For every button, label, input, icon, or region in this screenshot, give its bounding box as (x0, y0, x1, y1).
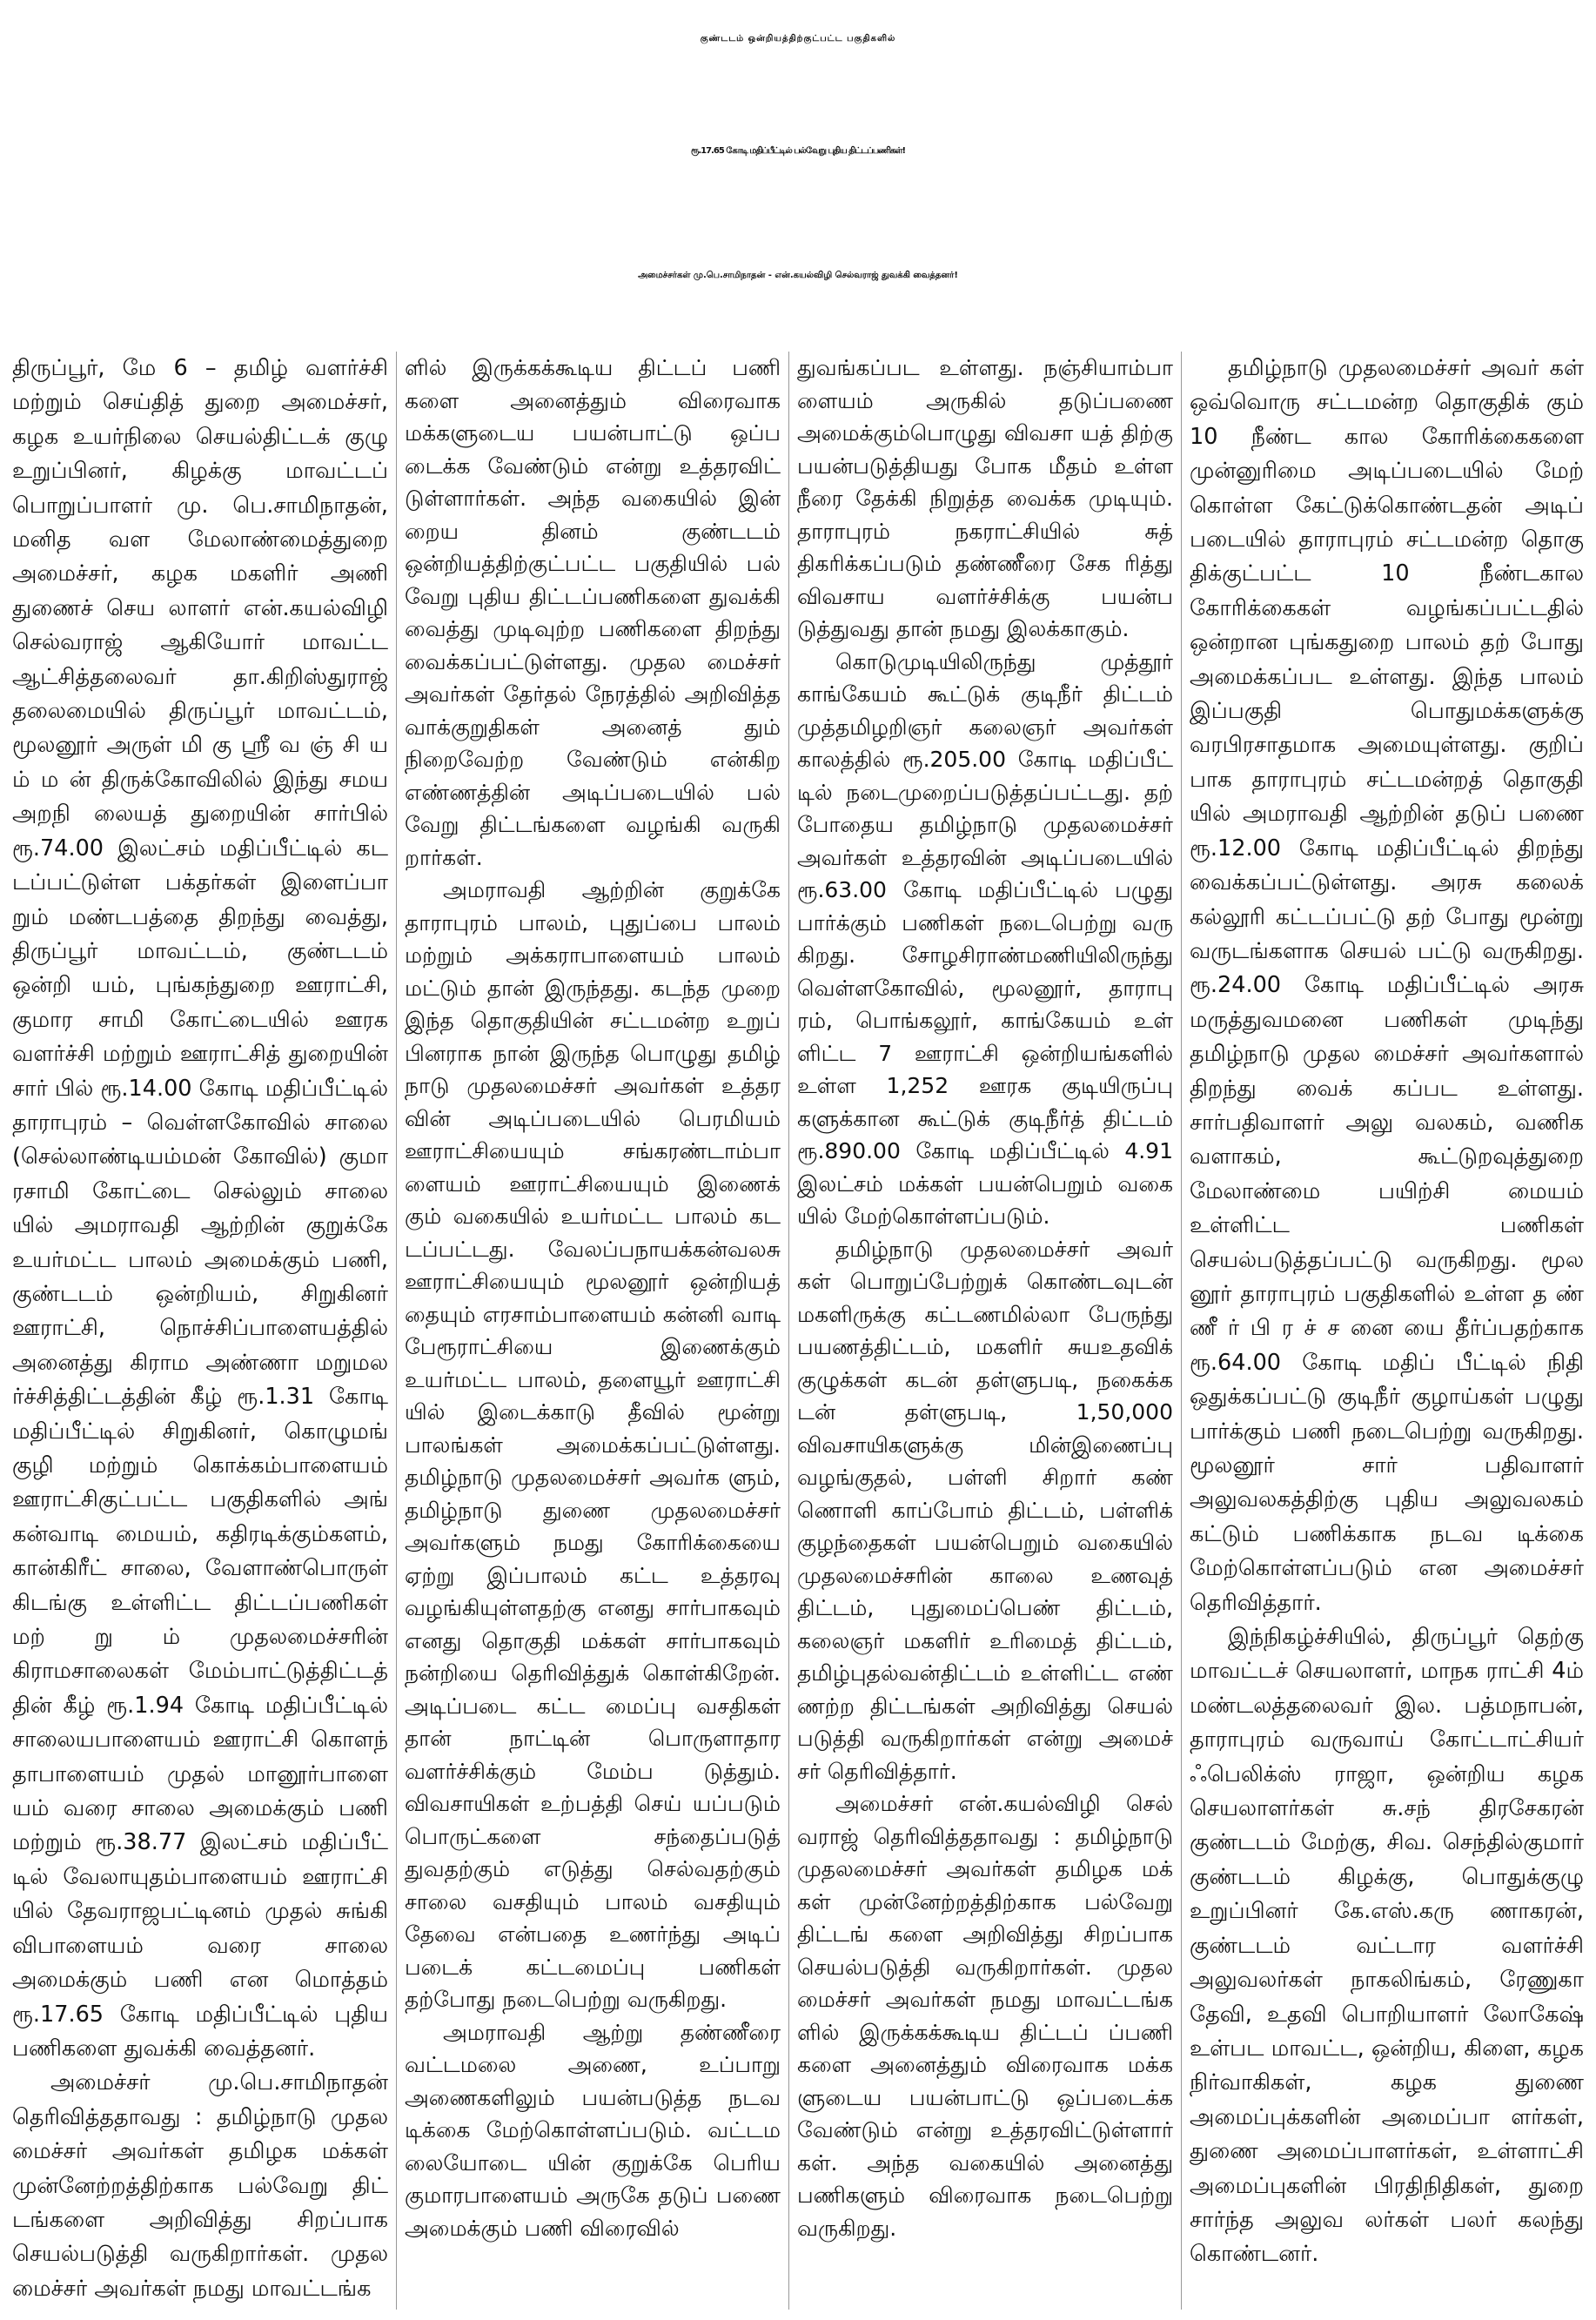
paragraph: தமிழ்நாடு முதலமைச்சர் அவர் கள் பொறுப்பேற்றுக் கொண்டவுடன் மகளிருக்கு கட்டணமில்லா பேருந்து பயணத்திட்டம், மகளிர் சுயஉதவிக் குழுக்கள் கடன் தள்ளுபடி, நகைக்க டன் தள்ளுபடி, 1,50,000 விவசாயிகளுக்கு மின்இணைப்பு வழங்குதல், பள்ளி சிறார் கண் ணொளி காப்போம் திட்டம், பள்ளிக் குழந்தைகள் பயன்பெறும் வகையில் முதலமைச்சரின் காலை உணவுத் திட்டம், புதுமைப்பெண் திட்டம், கலைஞர் மகளிர் உரிமைத் திட்டம், தமிழ்புதல்வன்திட்டம் உள்ளிட்ட எண் ணற்ற திட்டங்கள் அறிவித்து செயல் படுத்தி வருகிறார்கள் என்று அமைச் சர் தெரிவித்தார். (797, 1236, 1173, 1784)
paragraph: கொடுமுடியிலிருந்து முத்தூர் காங்கேயம் கூட்டுக் குடிநீர் திட்டம் முத்தமிழறிஞர் கலைஞர் அவர்கள் காலத்தில் ரூ.205.00 கோடி மதிப்பீட் டில் நடைமுறைப்படுத்தப்பட்டது. தற் போதைய தமிழ்நாடு முதலமைச்சர் அவர்கள் உத்தரவின் அடிப்படையில் ரூ.63.00 கோடி மதிப்பீட்டில் பழுது பார்க்கும் பணிகள் நடைபெற்று வரு கிறது. சோழசிராண்மணியிலிருந்து வெள்ளகோவில், மூலனூர், தாராபு ரம், பொங்கலூர், காங்கேயம் உள் ளிட்ட 7 ஊராட்சி ஒன்றியங்களில் உள்ள 1,252 ஊரக குடியிருப்பு களுக்கான கூட்டுக் குடிநீர்த் திட்டம் ரூ.890.00 கோடி மதிப்பீட்டில் 4.91 இலட்சம் மக்கள் பயன்பெறும் வகை யில் மேற்கொள்ளப்படும். (797, 648, 1173, 1229)
column-3 (797, 352, 1173, 2310)
column-1 (12, 352, 388, 2310)
paragraph: இந்நிகழ்ச்சியில், திருப்பூர் தெற்கு மாவட்டச் செயலாளர், மாநக ராட்சி 4ம் மண்டலத்தலைவர் இல. பத்மநாபன், தாராபுரம் வருவாய் கோட்டாட்சியர் ஃபெலிக்ஸ் ராஜா, ஒன்றிய கழக செயலாளர்கள் சு.சந் திரசேகரன் குண்டடம் மேற்கு, சிவ. செந்தில்குமார் குண்டடம் கிழக்கு, பொதுக்குழு உறுப்பினர் கே.எஸ்.கரு ணாகரன், குண்டடம் வட்டார வளர்ச்சி அலுவலர்கள் நாகலிங்கம், ரேணுகா தேவி, உதவி பொறியாளர் லோகேஷ் உள்பட மாவட்ட, ஒன்றிய, கிளை, கழக நிர்வாகிகள், கழக துணை அமைப்புக்களின் அமைப்பா ளர்கள், துணை அமைப்பாளர்கள், உள்ளாட்சி அமைப்புகளின் பிரதிநிதிகள், துறை சார்ந்த அலுவ லர்கள் பலர் கலந்து கொண்டனர். (1190, 1624, 1584, 2268)
kicker-heading: குண்டடம் ஒன்றியத்திற்குட்பட்ட பகுதிகளில் (700, 34, 896, 44)
paragraph: ளில் இருக்கக்கூடிய திட்டப் பணி களை அனைத்தும் விரைவாக மக்களுடைய பயன்பாட்டு ஒப்ப டைக்க வேண்டும் என்று உத்தரவிட் டுள்ளார்கள். அந்த வகையில் இன் றைய தினம் குண்டடம் ஒன்றியத்திற்குட்பட்ட பகுதியில் பல் வேறு புதிய திட்டப்பணிகளை துவக்கி வைத்து முடிவுற்ற பணிகளை திறந்து வைக்கப்பட்டுள்ளது. முதல மைச்சர் அவர்கள் தேர்தல் நேரத்தில் அறிவித்த வாக்குறுதிகள் அனைத் தும் நிறைவேற்ற வேண்டும் என்கிற எண்ணத்தின் அடிப்படையில் பல் வேறு திட்டங்களை வழங்கி வருகி றார்கள். (405, 355, 781, 870)
column-2 (405, 352, 781, 2310)
paragraph: அமைச்சர் என்.கயல்விழி செல் வராஜ் தெரிவித்ததாவது : தமிழ்நாடு முதலமைச்சர் அவர்கள் தமிழக மக் கள் முன்னேற்றத்திற்காக பல்வேறு திட்டங் களை அறிவித்து சிறப்பாக செயல்படுத்தி வருகிறார்கள். முதல மைச்சர் அவர்கள் நமது மாவட்டங்க ளில் இருக்கக்கூடிய திட்டப் ப்பணி களை அனைத்தும் விரைவாக மக்க ளுடைய பயன்பாட்டு ஒப்படைக்க வேண்டும் என்று உத்தரவிட்டுள்ளார் கள். அந்த வகையில் அனைத்து பணிகளும் விரைவாக நடைபெற்று வருகிறது. (797, 1791, 1173, 2241)
column-divider (1181, 352, 1182, 2310)
column-4 (1190, 352, 1584, 2310)
paragraph: அமைச்சர் மு.பெ.சாமிநாதன் தெரிவித்ததாவது : தமிழ்நாடு முதல மைச்சர் அவர்கள் தமிழக மக்கள் முன்னேற்றத்திற்காக பல்வேறு திட் டங்களை அறிவித்து சிறப்பாக செயல்படுத்தி வருகிறார்கள். முதல மைச்சர் அவர்கள் நமது மாவட்டங்க (12, 2069, 388, 2302)
headline: ரூ.17.65 கோடி மதிப்பீட்டில் பல்வேறு புதிய திட்டப்பணிகள்! (690, 146, 906, 156)
article-body (12, 352, 1584, 2310)
paragraph: அமராவதி ஆற்று தண்ணீரை வட்டமலை அணை, உப்பாறு அணைகளிலும் பயன்படுத்த நடவ டிக்கை மேற்கொள்ளப்படும். வட்டம லையோடை யின் குறுக்கே பெரிய குமாரபாளையம் அருகே தடுப் பணை அமைக்கும் பணி விரைவில் (405, 2019, 781, 2241)
paragraph: தமிழ்நாடு முதலமைச்சர் அவர் கள் ஒவ்வொரு சட்டமன்ற தொகுதிக் கும் 10 நீண்ட கால கோரிக்கைகளை முன்னுரிமை அடிப்படையில் மேற் கொள்ள கேட்டுக்கொண்டதன் அடிப் படையில் தாராபுரம் சட்டமன்ற தொகு திக்குட்பட்ட 10 நீண்டகால கோரிக்கைகள் வழங்கப்பட்டதில் ஒன்றான புங்கதுறை பாலம் தற் போது அமைக்கப்பட உள்ளது. இந்த பாலம் இப்பகுதி பொதுமக்களுக்கு வரபிரசாதமாக அமையுள்ளது. குறிப் பாக தாராபுரம் சட்டமன்றத் தொகுதி யில் அமராவதி ஆற்றின் தடுப் பணை ரூ.12.00 கோடி மதிப்பீட்டில் திறந்து வைக்கப்பட்டுள்ளது. அரசு கலைக் கல்லூரி கட்டப்பட்டு தற் போது மூன்று வருடங்களாக செயல் பட்டு வருகிறது. ரூ.24.00 கோடி மதிப்பீட்டில் அரசு மருத்துவமனை பணிகள் முடிந்து தமிழ்நாடு முதல மைச்சர் அவர்களால் திறந்து வைக் கப்பட உள்ளது. சார்பதிவாளர் அலு வலகம், வணிக வளாகம், கூட்டுறவுத்துறை மேலாண்மை பயிற்சி மையம் உள்ளிட்ட பணிகள் செயல்படுத்தப்பட்டு வருகிறது. மூல னூர் தாராபுரம் பகுதிகளில் உள்ள த ண் ணீ ர் பி ர ச் ச னை யை தீர்ப்பதற்காக ரூ.64.00 கோடி மதிப் பீட்டில் நிதி ஒதுக்கப்பட்டு குடிநீர் குழாய்கள் பழுது பார்க்கும் பணி நடைபெற்று வருகிறது. மூலனூர் சார் பதிவாளர் அலுவலகத்திற்கு புதிய அலுவலகம் கட்டும் பணிக்காக நடவ டிக்கை மேற்கொள்ளப்படும் என அமைச்சர் தெரிவித்தார். (1190, 355, 1584, 1616)
paragraph: அமராவதி ஆற்றின் குறுக்கே தாராபுரம் பாலம், புதுப்பை பாலம் மற்றும் அக்கராபாளையம் பாலம் மட்டும் தான் இருந்தது. கடந்த முறை இந்த தொகுதியின் சட்டமன்ற உறுப் பினராக நான் இருந்த பொழுது தமிழ் நாடு முதலமைச்சர் அவர்கள் உத்தர வின் அடிப்படையில் பெரமியம் ஊராட்சியையும் சங்கரண்டாம்பா ளையம் ஊராட்சியையும் இணைக் கும் வகையில் உயர்மட்ட பாலம் கட டப்பட்டது. வேலப்பநாயக்கன்வலசு ஊராட்சியையும் மூலனூர் ஒன்றியத் தையும் எரசாம்பாளையம் கன்னி வாடி பேரூராட்சியை இணைக்கும் உயர்மட்ட பாலம், தளையூர் ஊராட்சி யில் இடைக்காடு தீவில் மூன்று பாலங்கள் அமைக்கப்பட்டுள்ளது. தமிழ்நாடு முதலமைச்சர் அவர்க ளும், தமிழ்நாடு துணை முதலமைச்சர் அவர்களும் நமது கோரிக்கையை ஏற்று இப்பாலம் கட்ட உத்தரவு வழங்கியுள்ளதற்கு எனது சார்பாகவும் எனது தொகுதி மக்கள் சார்பாகவும் நன்றியை தெரிவித்துக் கொள்கிறேன். அடிப்படை கட்ட மைப்பு வசதிகள் தான் நாட்டின் பொருளாதார வளர்ச்சிக்கும் மேம்ப டுத்தும். விவசாயிகள் உற்பத்தி செய் யப்படும் பொருட்களை சந்தைப்படுத் துவதற்கும் எடுத்து செல்வதற்கும் சாலை வசதியும் பாலம் வசதியும் தேவை என்பதை உணர்ந்து அடிப் படைக் கட்டமைப்பு பணிகள் தற்போது நடைபெற்று வருகிறது. (405, 877, 781, 2012)
subheadline: அமைச்சர்கள் மு.பெ.சாமிநாதன் - என்.கயல்விழி செல்வராஜ் துவக்கி வைத்தனர்! (638, 271, 958, 280)
column-divider (396, 352, 397, 2310)
paragraph: துவங்கப்பட உள்ளது. நஞ்சியாம்பா ளையம் அருகில் தடுப்பணை அமைக்கும்பொழுது விவசா யத் திற்கு பயன்படுத்தியது போக மீதம் உள்ள நீரை தேக்கி நிறுத்த வைக்க முடியும். தாராபுரம் நகராட்சியில் சுத் திகரிக்கப்படும் தண்ணீரை சேக ரித்து விவசாய வளர்ச்சிக்கு பயன்ப டுத்துவது தான் நமது இலக்காகும். (797, 355, 1173, 641)
column-divider (788, 352, 789, 2310)
paragraph: திருப்பூர், மே 6 – தமிழ் வளர்ச்சி மற்றும் செய்தித் துறை அமைச்சர், கழக உயர்நிலை செயல்திட்டக் குழு உறுப்பினர், கிழக்கு மாவட்டப் பொறுப்பாளர் மு. பெ.சாமிநாதன், மனித வள மேலாண்மைத்துறை அமைச்சர், கழக மகளிர் அணி துணைச் செய லாளர் என்.கயல்விழி செல்வராஜ் ஆகியோர் மாவட்ட ஆட்சித்தலைவர் தா.கிறிஸ்துராஜ் தலைமையில் திருப்பூர் மாவட்டம், மூலனூர் அருள் மி கு ஸ்ரீ வ ஞ் சி ய ம் ம ன் திருக்கோவிலில் இந்து சமய அறநி லையத் துறையின் சார்பில் ரூ.74.00 இலட்சம் மதிப்பீட்டில் கட டப்பட்டுள்ள பக்தர்கள் இளைப்பா றும் மண்டபத்தை திறந்து வைத்து, திருப்பூர் மாவட்டம், குண்டடம் ஒன்றி யம், புங்கந்துறை ஊராட்சி, குமார சாமி கோட்டையில் ஊரக வளர்ச்சி மற்றும் ஊராட்சித் துறையின் சார் பில் ரூ.14.00 கோடி மதிப்பீட்டில் தாராபுரம் – வெள்ளகோவில் சாலை (செல்லாண்டியம்மன் கோவில்) குமா ரசாமி கோட்டை செல்லும் சாலை யில் அமராவதி ஆற்றின் குறுக்கே உயர்மட்ட பாலம் அமைக்கும் பணி, குண்டடம் ஒன்றியம், சிறுகினர் ஊராட்சி, நொச்சிப்பாளையத்தில் அனைத்து கிராம அண்ணா மறுமல ர்ச்சித்திட்டத்தின் கீழ் ரூ.1.31 கோடி மதிப்பீட்டில் சிறுகினர், கொழுமங் குழி மற்றும் கொக்கம்பாளையம் ஊராட்சிகுட்பட்ட பகுதிகளில் அங் கன்வாடி மையம், கதிரடிக்கும்களம், கான்கிரீட் சாலை, வேளாண்பொருள் கிடங்கு உள்ளிட்ட திட்டப்பணிகள் மற் று ம் முதலமைச்சரின் கிராமசாலைகள் மேம்பாட்டுத்திட்டத் தின் கீழ் ரூ.1.94 கோடி மதிப்பீட்டில் சாலையபாளையம் ஊராட்சி கொளந் தாபாளையம் முதல் மானூர்பாளை யம் வரை சாலை அமைக்கும் பணி மற்றும் ரூ.38.77 இலட்சம் மதிப்பீட் டில் வேலாயுதம்பாளையம் ஊராட்சி யில் தேவராஜபட்டினம் முதல் சுங்கி விபாளையம் வரை சாலை அமைக்கும் பணி என மொத்தம் ரூ.17.65 கோடி மதிப்பீட்டில் புதிய பணிகளை துவக்கி வைத்தனர். (12, 355, 388, 2062)
